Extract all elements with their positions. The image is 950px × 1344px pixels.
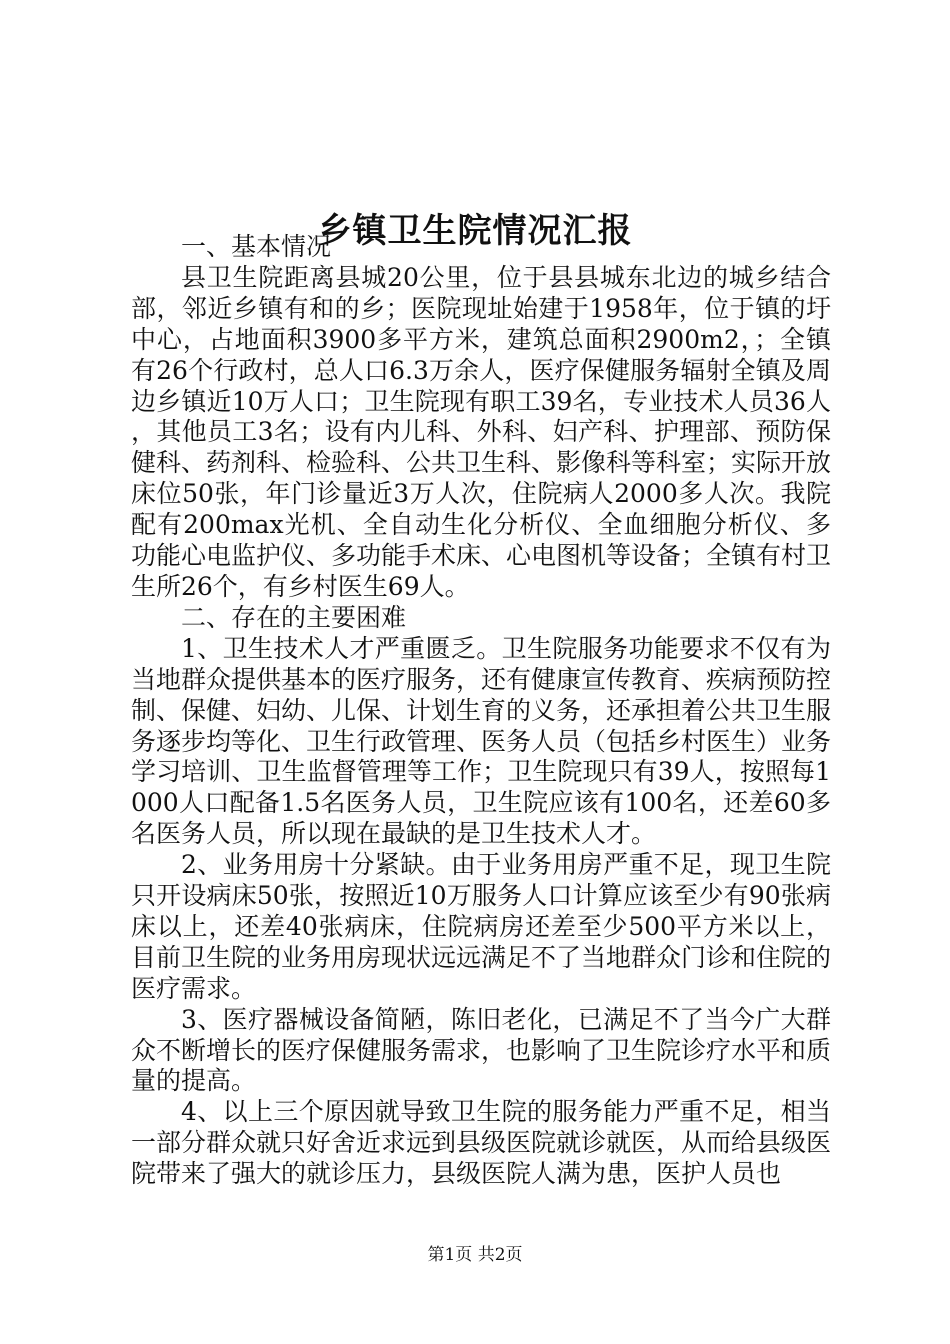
section-heading-basic-info: 一、基本情况 (181, 232, 332, 261)
paragraph-basic-info: 县卫生院距离县城20公里，位于县县城东北边的城乡结合部，邻近乡镇有和的乡；医院现址始建于1958年，位于镇的圩中心，占地面积3900多平方米，建筑总面积2900m2，；全镇有26个行政村，总人口6.3万余人，医疗保健服务辐射全镇及周边乡镇近10万人口；卫生院现有职工39名，专业技术人员36人，其他员工3名；设有内儿科、外科、妇产科、护理部、预防保健科、药剂科、检验科、公共卫生科、影像科等科室；实际开放床位50张，年门诊量近3万人次，住院病人2000多人次。我院配有200max光机、全自动生化分析仪、全血细胞分析仪、多功能心电监护仪、多功能手术床、心电图机等设备；全镇有村卫生所26个，有乡村医生69人。 (131, 262, 832, 601)
paragraph-talent-shortage: 1、卫生技术人才严重匮乏。卫生院服务功能要求不仅有为当地群众提供基本的医疗服务，还有健康宣传教育、疾病预防控制、保健、妇幼、儿保、计划生育的义务，还承担着公共卫生服务逐步均等化、卫生行政管理、医务人员（包括乡村医生）业务学习培训、卫生监督管理等工作；卫生院现只有39人，按照每1000人口配备1.5名医务人员，卫生院应该有100名，还差60多名医务人员，所以现在最缺的是卫生技术人才。 (131, 633, 832, 849)
paragraph-equipment-outdated: 3、医疗器械设备简陋，陈旧老化，已满足不了当今广大群众不断增长的医疗保健服务需求，也影响了卫生院诊疗水平和质量的提高。 (131, 1004, 832, 1096)
document-title: 乡镇卫生院情况汇报 (317, 210, 633, 251)
document-body (131, 232, 831, 1190)
section-heading-difficulties: 二、存在的主要困难 (181, 602, 407, 632)
page-footer: 第1页 共2页 (427, 1245, 523, 1265)
paragraph-service-capacity: 4、以上三个原因就导致卫生院的服务能力严重不足，相当一部分群众就只好舍近求远到县级医院就诊就医，从而给县级医院带来了强大的就诊压力，县级医院人满为患，医护人员也 (131, 1097, 832, 1189)
paragraph-housing-shortage: 2、业务用房十分紧缺。由于业务用房严重不足，现卫生院只开设病床50张，按照近10万服务人口计算应该至少有90张病床以上，还差40张病床，住院病房还差至少500平方米以上，目前卫生院的业务用房现状远远满足不了当地群众门诊和住院的医疗需求。 (131, 850, 832, 1003)
